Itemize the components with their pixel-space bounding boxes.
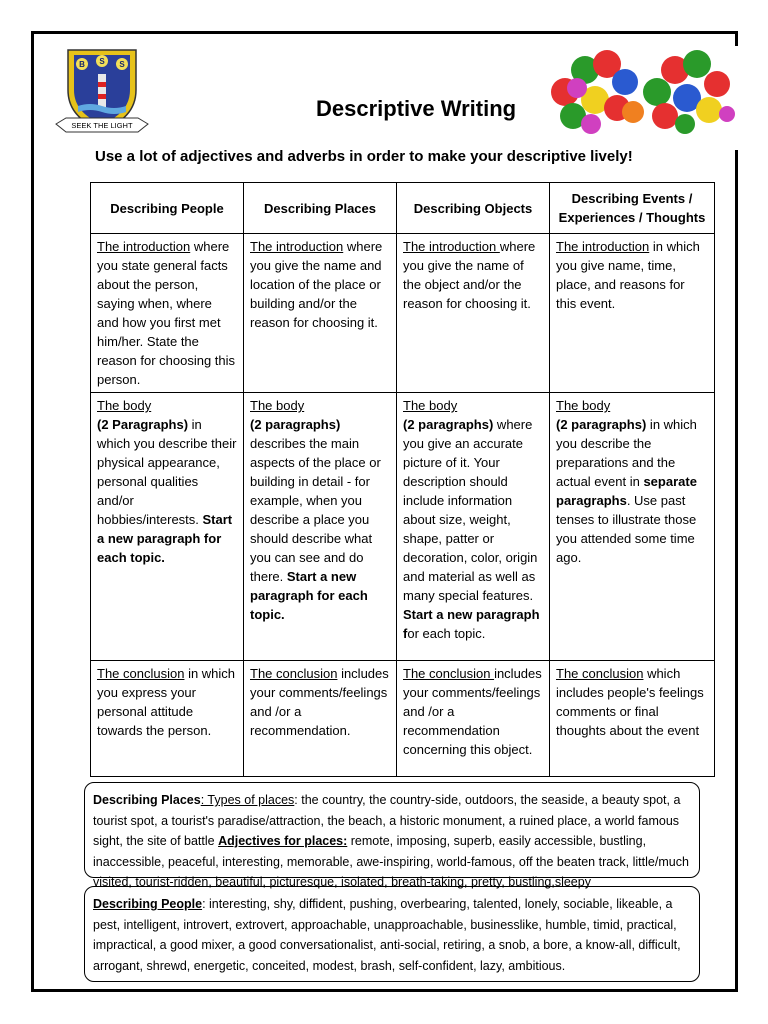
- school-crest-logo: [52, 44, 152, 138]
- cell-conclusion-places: The conclusion includes your comments/feelings and /or a recommendation.: [244, 661, 397, 777]
- describing-places-box: [84, 782, 700, 889]
- cell-intro-places: The introduction where you give the name and location of the place or building and/or the reason for choosing it.: [244, 234, 397, 393]
- header-places: Describing Places: [244, 183, 397, 234]
- intro-label: The introduction: [97, 239, 191, 254]
- cell-body-events: The body (2 paragraphs) in which you describe the preparations and the actual event in separate paragraphs. Use past tenses to illustrate those you attended some time ago.: [550, 393, 715, 661]
- intro-label: The introduction: [556, 239, 650, 254]
- places-box-label: Describing Places: [93, 793, 201, 807]
- cell-conclusion-objects: The conclusion includes your comments/feelings and /or a recommendation concerning this object.: [397, 661, 550, 777]
- cell-body-places: The body (2 paragraphs) describes the main aspects of the place or building in detail - for example, when you describe a place you should describe what you can see and do there. Start a new paragraph for each topic.: [244, 393, 397, 661]
- intro-label: The introduction: [403, 239, 500, 254]
- people-box-label: Describing People: [93, 897, 203, 911]
- balloons-image: [545, 42, 735, 134]
- cell-body-objects: The body (2 paragraphs) where you give an accurate picture of it. Your description should include information about size, weight, shape, patter or decoration, color, origin and material as well as many special features. Start a new paragraph for each topic.: [397, 393, 550, 661]
- intro-label: The introduction: [250, 239, 344, 254]
- people-box-text: : interesting, shy, diffident, pushing, overbearing, talented, lonely, sociable, likeable, a pest, intelligent, introvert, extrovert, approachable, unapproachable, businesslike, humble, timid, practical, impractical, a good mixer, a good conversationalist, anti-social, retiring, a snob, a bore, a know-all, difficult, arrogant, shrewd, energetic, conceited, modest, brash, self-confident, lazy, ambitious.: [93, 897, 681, 973]
- table-row-introduction: [91, 234, 715, 393]
- cell-conclusion-events: The conclusion which includes people's feelings comments or final thoughts about the event: [550, 661, 715, 777]
- crest-motto: SEEK THE LIGHT: [71, 121, 133, 130]
- table-header-row: [91, 183, 715, 234]
- types-of-places-text: : the country, the country-side, outdoors, the seaside, a beauty spot, a tourist spot, a tourist's paradise/attraction, the beach, a historic monument, a ruined place, a world famous sight, the site of battle: [93, 793, 681, 848]
- cell-intro-people: The introduction where you state general facts about the person, saying when, where and how you first met him/her. State the reason for choosing this person.: [91, 234, 244, 393]
- page-subtitle: Use a lot of adjectives and adverbs in order to make your descriptive lively!: [95, 148, 633, 165]
- crest-letter-left: B: [79, 60, 85, 69]
- table-row-conclusion: [91, 661, 715, 777]
- header-people: Describing People: [91, 183, 244, 234]
- header-objects: Describing Objects: [397, 183, 550, 234]
- describing-people-box: [84, 886, 700, 982]
- types-of-places-label: : Types of places: [200, 793, 295, 807]
- adjectives-for-places-text: remote, imposing, superb, easily accessible, bustling, inaccessible, peaceful, interesting, memorable, awe-inspiring, world-famous, off the beaten track, little/much visited, tourist-ridden, beautiful, picturesque, isolated, breath-taking, pretty, bustling,sleepy: [93, 834, 689, 889]
- page-title: Descriptive Writing: [316, 96, 517, 121]
- cell-intro-objects: The introduction where you give the name of the object and/or the reason for choosing it.: [397, 234, 550, 393]
- crest-letter-right: S: [119, 60, 125, 69]
- table-row-body: [91, 393, 715, 661]
- crest-letter-center: S: [99, 57, 105, 66]
- cell-conclusion-people: The conclusion in which you express your personal attitude towards the person.: [91, 661, 244, 777]
- header-events: Describing Events / Experiences / Thoughts: [550, 183, 715, 234]
- cell-intro-events: The introduction in which you give name, time, place, and reasons for this event.: [550, 234, 715, 393]
- adjectives-for-places-label: Adjectives for places:: [218, 834, 348, 848]
- cell-body-people: The body (2 Paragraphs) in which you describe their physical appearance, personal qualities and/or hobbies/interests. Start a new paragraph for each topic.: [91, 393, 244, 661]
- writing-structure-table: [90, 182, 715, 777]
